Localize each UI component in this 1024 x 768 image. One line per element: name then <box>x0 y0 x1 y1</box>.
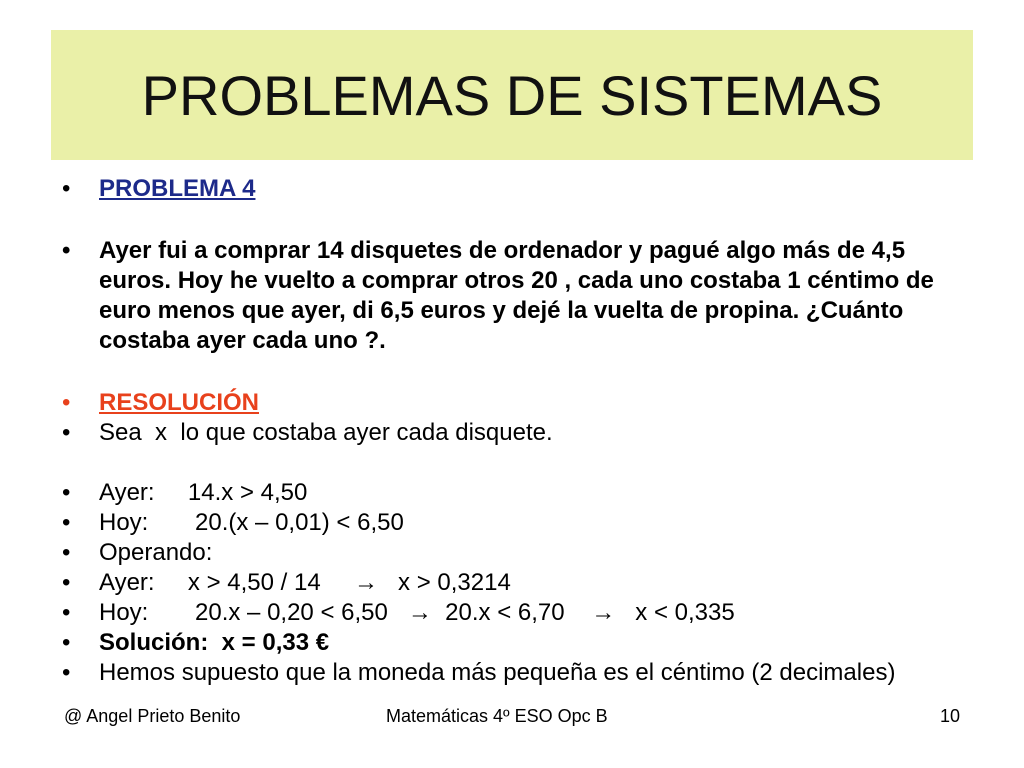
slide-title: PROBLEMAS DE SISTEMAS <box>141 63 883 127</box>
variable-definition-item <box>62 418 962 448</box>
problem-heading: PROBLEMA 4 <box>99 175 256 202</box>
operando-item <box>62 538 962 568</box>
resolution-heading-item <box>62 388 962 418</box>
ayer-inequality: Ayer: 14.x > 4,50 <box>99 479 308 506</box>
assumption-item <box>62 658 962 688</box>
ayer-operation-item <box>62 568 962 598</box>
problem-heading-item <box>62 174 962 204</box>
ayer-inequality-item <box>62 478 962 508</box>
problem-statement-item <box>62 236 962 356</box>
hoy-inequality: Hoy: 20.(x – 0,01) < 6,50 <box>99 509 404 536</box>
solution: Solución: x = 0,33 € <box>99 629 330 656</box>
problem-statement: Ayer fui a comprar 14 disquetes de ordenador y pagué algo más de 4,5 euros. Hoy he vuelto a comprar otros 20 , cada uno costaba 1 céntimo de euro menos que ayer, di 6,5 euros y dejé la vuelta de propina. ¿Cuánto costaba ayer cada uno ?. <box>99 237 934 354</box>
operando-label: Operando: <box>99 539 213 566</box>
footer-author: @ Angel Prieto Benito <box>64 706 241 726</box>
bullet-list <box>62 174 962 688</box>
assumption: Hemos supuesto que la moneda más pequeña es el céntimo (2 decimales) <box>99 659 896 686</box>
resolution-heading: RESOLUCIÓN <box>99 389 260 416</box>
variable-definition: Sea x lo que costaba ayer cada disquete. <box>99 419 553 446</box>
footer-course: Matemáticas 4º ESO Opc B <box>386 706 608 726</box>
hoy-operation: Hoy: 20.x – 0,20 < 6,50 → 20.x < 6,70 → x < 0,335 <box>99 599 735 626</box>
hoy-operation-item <box>62 598 962 628</box>
ayer-operation: Ayer: x > 4,50 / 14 → x > 0,3214 <box>99 569 511 596</box>
title-band <box>51 30 973 160</box>
solution-item <box>62 628 962 658</box>
hoy-inequality-item <box>62 508 962 538</box>
page-number: 10 <box>940 706 961 726</box>
